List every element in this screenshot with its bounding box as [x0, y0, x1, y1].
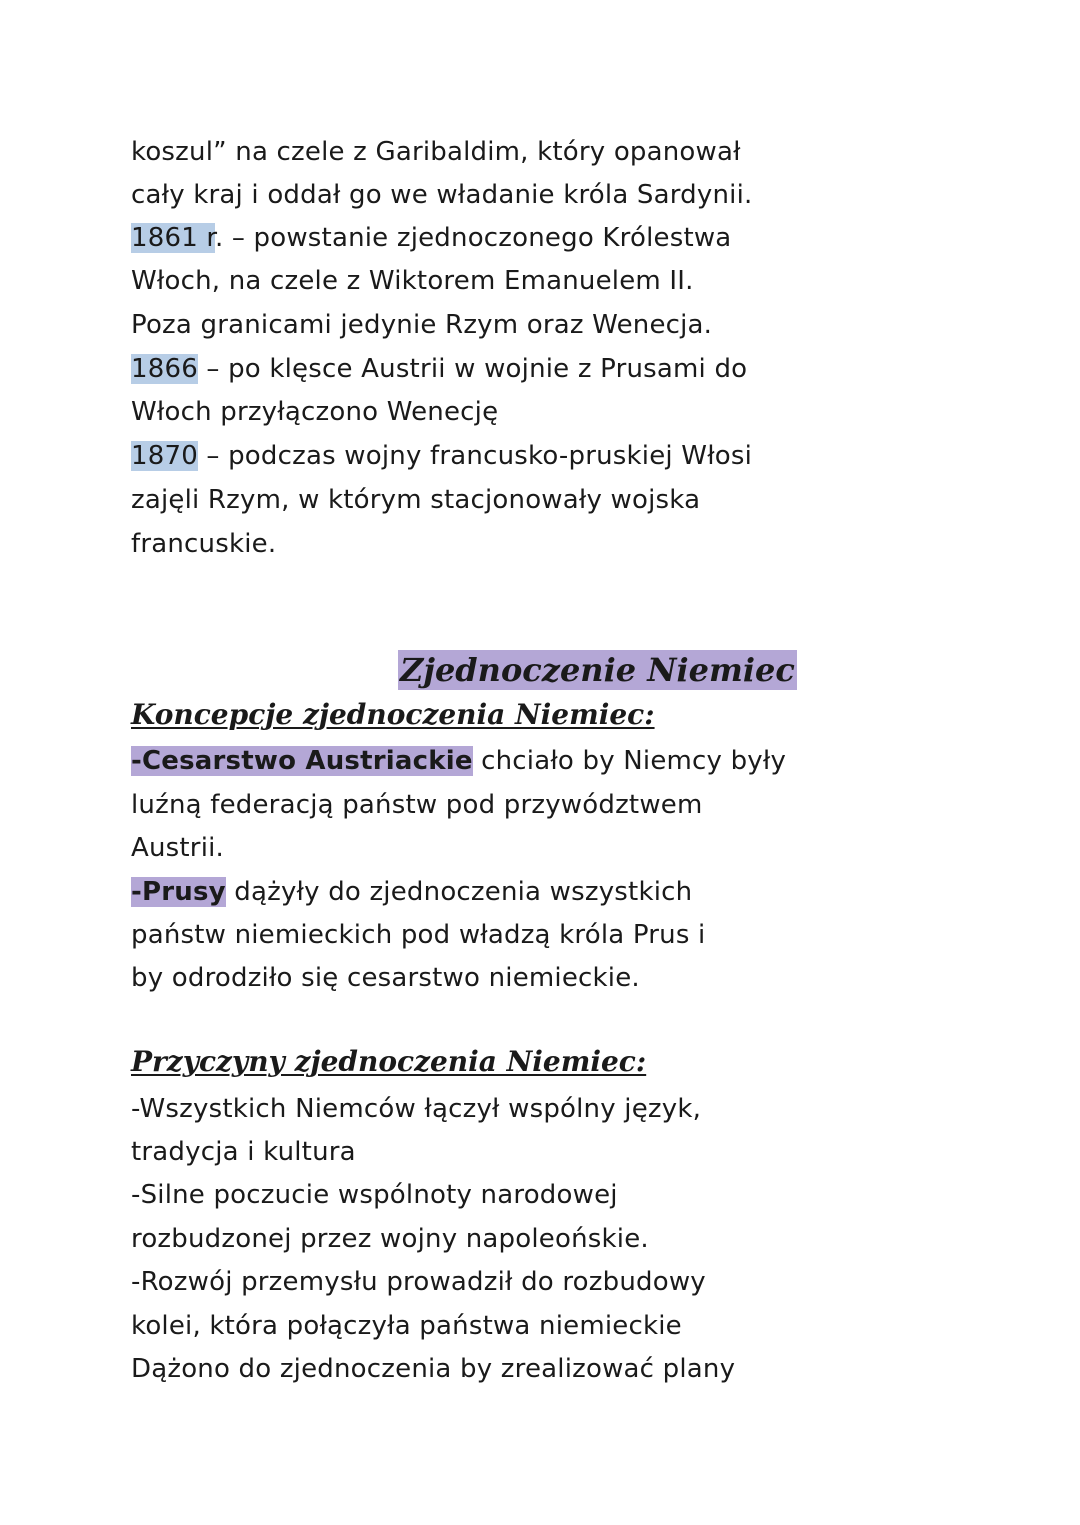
text-line: Austrii.: [131, 833, 225, 863]
concepts-heading: Koncepcje zjednoczenia Niemiec:: [131, 698, 655, 731]
text-line: koszul” na czele z Garibaldim, który opanował: [131, 137, 741, 167]
text-line: zajęli Rzym, w którym stacjonowały wojska: [131, 485, 701, 515]
text-line: państw niemieckich pod władzą króla Prus i: [131, 920, 706, 950]
text-line: cały kraj i oddał go we władanie króla Sardynii.: [131, 180, 753, 210]
text-line: Włoch przyłączono Wenecję: [131, 397, 499, 427]
date-highlight: 1861 r: [131, 223, 215, 253]
cause-line: kolei, która połączyła państwa niemieckie: [131, 1311, 682, 1341]
text-line: Poza granicami jedynie Rzym oraz Wenecja.: [131, 310, 713, 340]
entry-text: – po klęsce Austrii w wojnie z Prusami do: [197, 354, 748, 384]
cause-line: -Silne poczucie wspólnoty narodowej: [131, 1180, 618, 1210]
timeline-entry-1870: [131, 439, 752, 473]
text-line: luźną federacją państw pod przywództwem: [131, 790, 703, 820]
text-line: by odrodziło się cesarstwo niemieckie.: [131, 963, 640, 993]
concept-label: -Prusy: [131, 877, 226, 907]
concept-text: dążyły do zjednoczenia wszystkich: [225, 877, 693, 907]
cause-line: -Rozwój przemysłu prowadził do rozbudowy: [131, 1267, 706, 1297]
text-line: francuskie.: [131, 529, 277, 559]
concept-prussia: [131, 875, 692, 909]
timeline-entry-1861: [131, 221, 731, 255]
timeline-entry-1866: [131, 352, 747, 386]
concept-text: chciało by Niemcy były: [472, 746, 787, 776]
text-line: Włoch, na czele z Wiktorem Emanuelem II.: [131, 266, 694, 296]
causes-heading: Przyczyny zjednoczenia Niemiec:: [131, 1045, 647, 1078]
date-highlight: 1866: [131, 354, 198, 384]
cause-line: tradycja i kultura: [131, 1137, 356, 1167]
cause-line: rozbudzonej przez wojny napoleońskie.: [131, 1224, 649, 1254]
concept-austria: [131, 744, 786, 778]
concept-label: -Cesarstwo Austriackie: [131, 746, 473, 776]
entry-text: – podczas wojny francusko-pruskiej Włosi: [197, 441, 753, 471]
cause-line: Dążono do zjednoczenia by zrealizować plany: [131, 1354, 736, 1384]
entry-text: . – powstanie zjednoczonego Królestwa: [214, 223, 732, 253]
section-title: Zjednoczenie Niemiec: [400, 651, 795, 689]
cause-line: -Wszystkich Niemców łączył wspólny język,: [131, 1094, 702, 1124]
date-highlight: 1870: [131, 441, 198, 471]
